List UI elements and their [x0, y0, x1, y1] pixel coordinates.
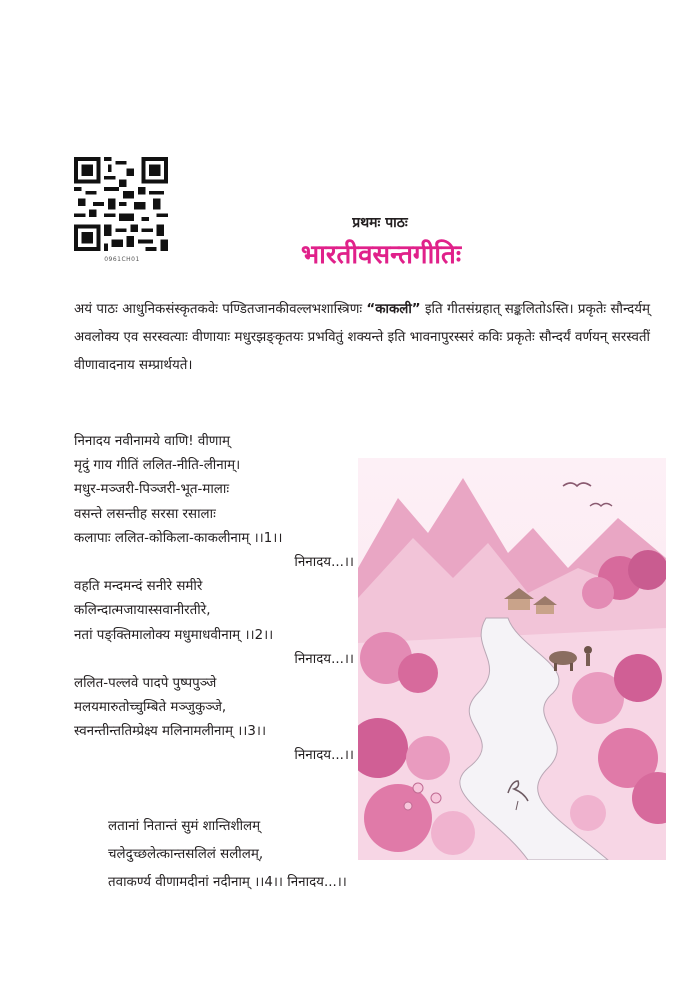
poem-line: नतां पङ्क्तिमालोक्य मधुमाधवीनाम् ।।2।।	[74, 627, 274, 643]
page-title: भारतीवसन्तगीतिः	[300, 240, 462, 270]
poem-line: चलेदुच्छलेत्कान्तसलिलं सलीलम्,	[108, 847, 264, 862]
poem-line: निनादय नवीनामये वाणि! वीणाम्	[74, 434, 230, 449]
landscape-illustration	[358, 458, 666, 860]
poem-line: मृदुं गाय गीतिं ललित-नीति-लीनाम्।	[74, 458, 241, 474]
refrain: निनादय...।।	[294, 554, 354, 570]
poem-line: वसन्ते लसन्तीह सरसा रसालाः	[74, 506, 216, 522]
intro-paragraph	[74, 296, 650, 380]
refrain: निनादय...।।	[294, 651, 354, 667]
poem-stanza-4	[108, 813, 347, 897]
poem-line: स्वनन्तीन्ततिम्प्रेक्ष्य मलिनामलीनाम् ।।3।।	[74, 724, 267, 740]
intro-text-before: अयं पाठः आधुनिकसंस्कृतकवेः पण्डितजानकीवल्लभशास्त्रिणः	[74, 302, 367, 317]
refrain: निनादय...।।	[294, 748, 354, 764]
poem-line: कलापाः ललित-कोकिला-काकलीनाम् ।।1।।	[74, 530, 283, 546]
poem-line: मधुर-मञ्जरी-पिञ्जरी-भूत-मालाः	[74, 482, 230, 498]
intro-text-after: इति गीतसंग्रहात् सङ्कलितोऽस्ति। प्रकृतेः सौन्दर्यम् अवलोक्य एव सरस्वत्याः वीणायाः मधुरझङ्कृतयः प्रभवितुं शक्यन्ते इति भावनापुरस्सरं कविः प्रकृतेः सौन्दर्यं वर्णयन् सरस्वतीं वीणावादनाय सम्प्रार्थयते।	[74, 302, 650, 373]
poem-line: वहति मन्दमन्दं सनीरे समीरे	[74, 579, 203, 595]
poem-line: कलिन्दात्मजायास्सवानीरतीरे,	[74, 603, 211, 619]
poem-stanza-1	[74, 430, 354, 769]
lesson-number: प्रथमः पाठः	[352, 215, 408, 231]
poem-line: मलयमारुतोच्चुम्बिते मञ्जुकुञ्जे,	[74, 700, 227, 716]
poem-line: लतानां नितान्तं सुमं शान्तिशीलम्	[108, 819, 261, 834]
poem-line: ललित-पल्लवे पादपे पुष्पपुञ्जे	[74, 675, 217, 691]
poem-line: तवाकर्ण्य वीणामदीनां नदीनाम् ।।4।। निनादय...।।	[108, 875, 347, 890]
book-title: “काकली”	[366, 302, 421, 317]
qr-code-label: 0961CH01	[104, 256, 140, 263]
